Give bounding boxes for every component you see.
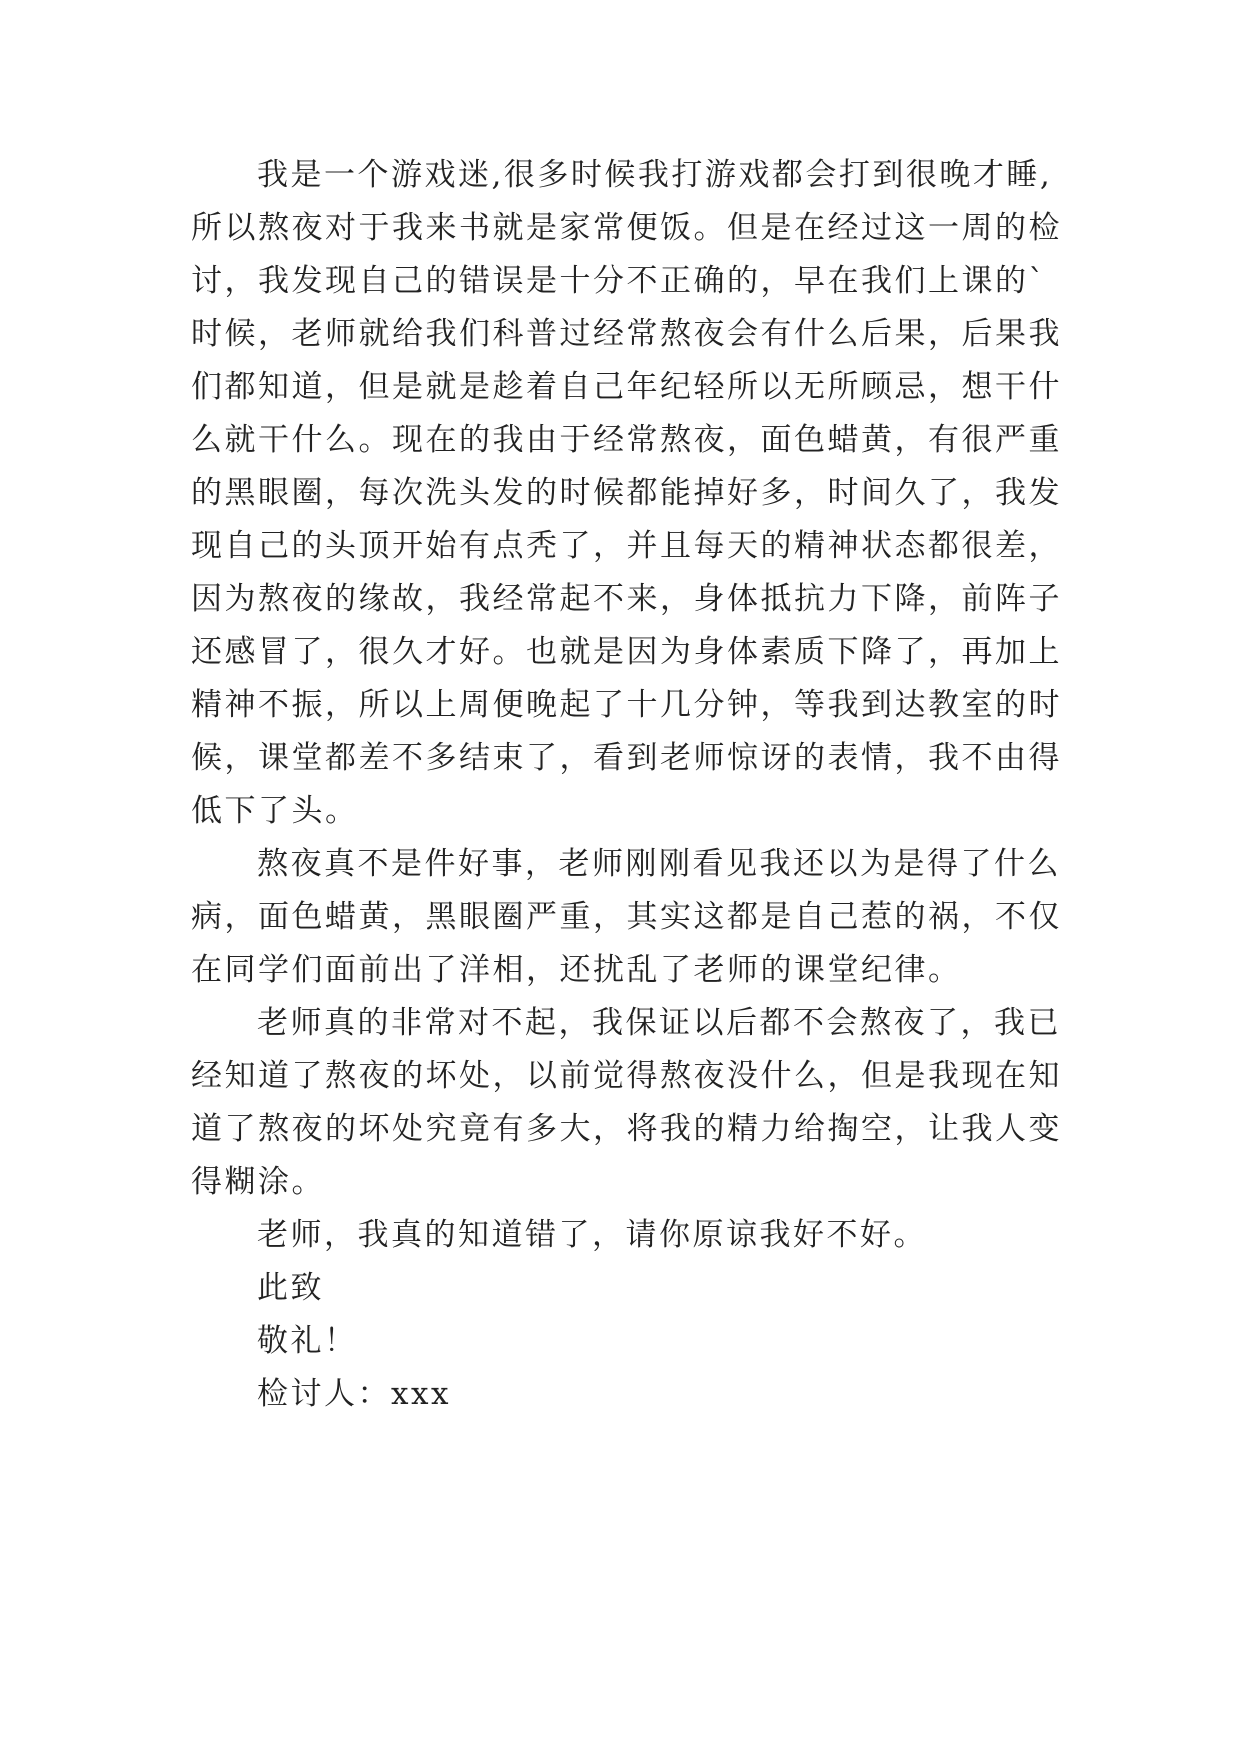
closing-phrase: 此致 xyxy=(257,1270,324,1306)
paragraph-1-line-2: 所以熬夜对于我来书就是家常便饭。但是在经过这一周的检 xyxy=(191,210,1062,246)
paragraph-1-line-13: 低下了头。 xyxy=(191,793,359,829)
paragraph-1-line-12: 候，课堂都差不多结束了，看到老师惊讶的表情，我不由得 xyxy=(191,740,1062,776)
paragraph-1-line-7: 的黑眼圈，每次洗头发的时候都能掉好多，时间久了，我发 xyxy=(191,475,1062,511)
paragraph-2-line-3: 在同学们面前出了洋相，还扰乱了老师的课堂纪律。 xyxy=(191,952,962,988)
paragraph-1-line-3: 讨，我发现自己的错误是十分不正确的，早在我们上课的` xyxy=(191,263,1047,299)
paragraph-1-line-11: 精神不振，所以上周便晚起了十几分钟，等我到达教室的时 xyxy=(191,687,1062,723)
paragraph-4-line-1: 老师，我真的知道错了，请你原谅我好不好。 xyxy=(257,1217,927,1253)
paragraph-3-line-2: 经知道了熬夜的坏处，以前觉得熬夜没什么，但是我现在知 xyxy=(191,1058,1062,1094)
paragraph-1-line-6: 么就干什么。现在的我由于经常熬夜，面色蜡黄，有很严重 xyxy=(191,422,1062,458)
paragraph-1-line-4: 时候，老师就给我们科普过经常熬夜会有什么后果，后果我 xyxy=(191,316,1062,352)
paragraph-1-line-9: 因为熬夜的缘故，我经常起不来，身体抵抗力下降，前阵子 xyxy=(191,581,1062,617)
paragraph-1-line-10: 还感冒了，很久才好。也就是因为身体素质下降了，再加上 xyxy=(191,634,1062,670)
paragraph-2-line-1: 熬夜真不是件好事，老师刚刚看见我还以为是得了什么 xyxy=(257,846,1061,882)
paragraph-1-line-5: 们都知道，但是就是趁着自己年纪轻所以无所顾忌，想干什 xyxy=(191,369,1062,405)
paragraph-2-line-2: 病，面色蜡黄，黑眼圈严重，其实这都是自己惹的祸，不仅 xyxy=(191,899,1062,935)
signature: 检讨人：xxx xyxy=(257,1376,451,1412)
paragraph-1-line-8: 现自己的头顶开始有点秃了，并且每天的精神状态都很差， xyxy=(191,528,1062,564)
paragraph-3-line-3: 道了熬夜的坏处究竟有多大，将我的精力给掏空，让我人变 xyxy=(191,1111,1062,1147)
closing-salute: 敬礼！ xyxy=(257,1323,358,1359)
paragraph-3-line-4: 得糊涂。 xyxy=(191,1164,325,1200)
paragraph-1-line-1: 我是一个游戏迷,很多时候我打游戏都会打到很晚才睡, xyxy=(257,157,1053,193)
paragraph-3-line-1: 老师真的非常对不起，我保证以后都不会熬夜了，我已 xyxy=(257,1005,1061,1041)
